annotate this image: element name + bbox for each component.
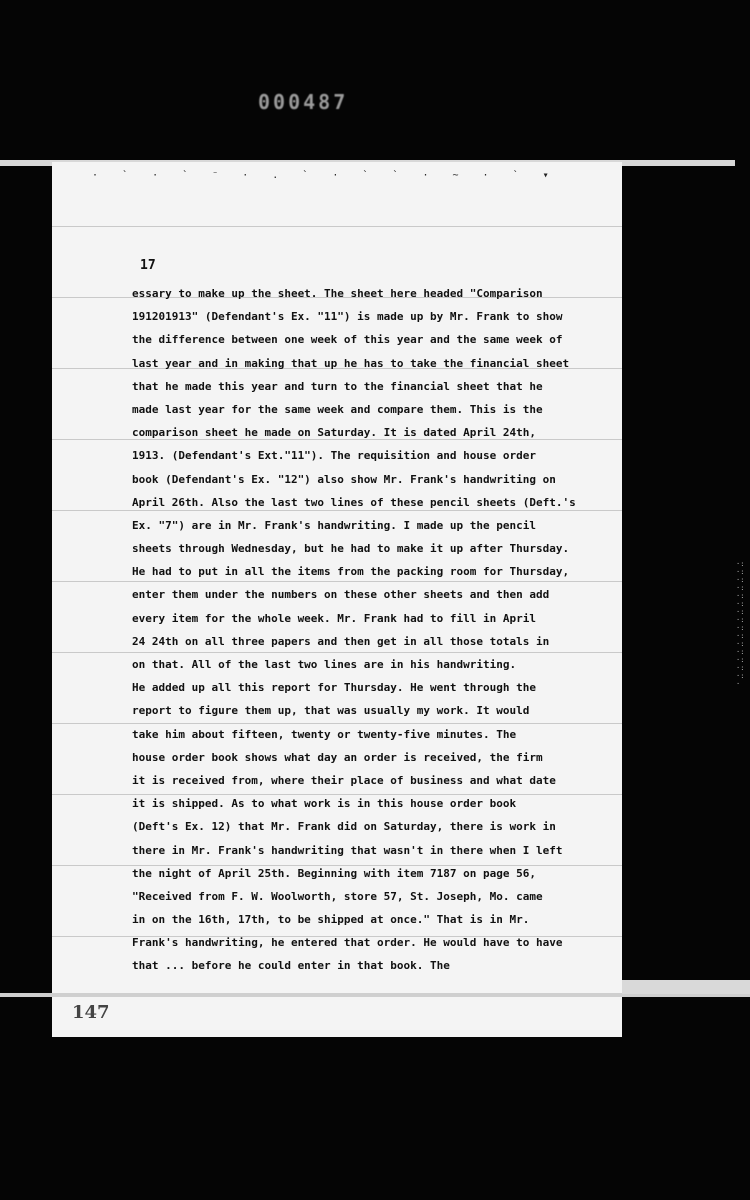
text-line: that he made this year and turn to the financial sheet that he [132, 379, 543, 393]
film-edge-right-strip [622, 980, 750, 994]
text-line: book (Defendant's Ex. "12") also show Mr. Frank's handwriting on [132, 472, 556, 486]
text-line: in on the 16th, 17th, to be shipped at once." That is in Mr. [132, 913, 530, 927]
text-line: April 26th. Also the last two lines of these pencil sheets (Deft.'s [132, 495, 576, 509]
text-line: sheets through Wednesday, but he had to make it up after Thursday. [132, 542, 570, 556]
ruled-line [52, 226, 622, 227]
text-line: every item for the whole week. Mr. Frank had to fill in April [132, 611, 536, 625]
text-line: Frank's handwriting, he entered that order. He would have to have [132, 936, 563, 950]
text-line: "Received from F. W. Woolworth, store 57, St. Joseph, Mo. came [132, 889, 543, 903]
top-specks: · ` · ` ⁻ · . ` · ` ` · ~ · ` ▾ [92, 170, 558, 181]
text-line: 1913. (Defendant's Ext."11"). The requisition and house order [132, 449, 536, 463]
testimony-text [132, 282, 602, 978]
text-line: take him about fifteen, twenty or twenty-five minutes. The [132, 727, 517, 741]
text-line: that ... before he could enter in that book. The [132, 959, 450, 973]
text-line: report to figure them up, that was usually my work. It would [132, 704, 530, 718]
text-line: enter them under the numbers on these other sheets and then add [132, 588, 550, 602]
text-line: last year and in making that up he has to take the financial sheet [132, 356, 570, 370]
text-line: the night of April 25th. Beginning with item 7187 on page 56, [132, 866, 536, 880]
text-line: 191201913" (Defendant's Ex. "11") is made up by Mr. Frank to show [132, 310, 563, 324]
frame-number: 000487 [258, 90, 349, 114]
text-line: 24 24th on all three papers and then get in all those totals in [132, 634, 550, 648]
page-stamp: 147 [72, 1002, 110, 1023]
text-line: He had to put in all the items from the packing room for Thursday, [132, 565, 570, 579]
text-line: Ex. "7") are in Mr. Frank's handwriting. I made up the pencil [132, 518, 536, 532]
page-number: 17 [140, 258, 156, 273]
text-line: there in Mr. Frank's handwriting that wasn't in there when I left [132, 843, 563, 857]
text-line: on that. All of the last two lines are in his handwriting. [132, 658, 517, 671]
text-line: comparison sheet he made on Saturday. It is dated April 24th, [132, 426, 536, 440]
text-line: He added up all this report for Thursday. He went through the [132, 681, 536, 695]
text-line: (Deft's Ex. 12) that Mr. Frank did on Saturday, there is work in [132, 820, 556, 834]
text-line: made last year for the same week and compare them. This is the [132, 402, 543, 416]
text-line: house order book shows what day an order is received, the firm [132, 750, 543, 764]
text-line: it is received from, where their place of business and what date [132, 773, 556, 787]
edge-specks: ·:·:·:·:·:·:·:·:·:·:·:·:·:·:·:· [736, 560, 745, 688]
text-line: it is shipped. As to what work is in this house order book [132, 797, 517, 811]
text-line: essary to make up the sheet. The sheet here headed "Comparison [132, 287, 543, 300]
document-page [52, 162, 622, 1037]
text-line: the difference between one week of this year and the same week of [132, 333, 563, 347]
